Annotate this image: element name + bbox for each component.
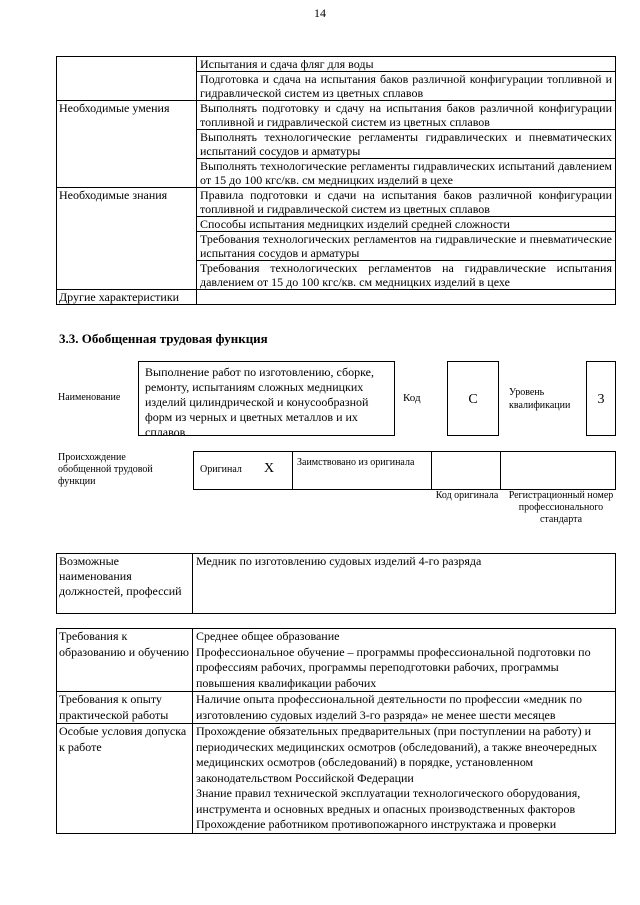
- cell-line: Знание правил технической эксплуатации технологического оборудования, инструмента и основных вредных и опасных производственных факторов: [196, 786, 581, 816]
- table-cell: Выполнять подготовку и сдачу на испытания баков различной конфигурации топливной и гидравлической систем из цветных сплавов: [197, 101, 616, 130]
- cell-line: Среднее общее образование: [196, 629, 340, 643]
- row-label: Требования к образованию и обучению: [57, 629, 193, 692]
- table-cell: [193, 629, 616, 692]
- function-name-box: Выполнение работ по изготовлению, сборке, ремонту, испытаниям сложных медницких изделий цилиндрической и конусообразной форм из черных и цветных металлов и их сплавов: [138, 361, 395, 436]
- code-original-caption: Код оригинала: [435, 490, 499, 501]
- original-mark: X: [264, 461, 275, 476]
- level-box: 3: [586, 361, 616, 436]
- row-label: [57, 57, 197, 101]
- table-cell: Правила подготовки и сдачи на испытания баков различной конфигурации топливной и гидравлической систем из цветных сплавов: [197, 188, 616, 217]
- page-number: 14: [314, 6, 326, 20]
- positions-table: [56, 553, 616, 614]
- cell-line: Наличие опыта профессиональной деятельности по профессии «медник по изготовлению судовых изделий 3-го разряда» не менее шести месяцев: [196, 692, 582, 722]
- skills-knowledge-table: [56, 56, 616, 305]
- code-box: C: [447, 361, 499, 436]
- table-cell: Требования технологических регламентов на гидравлические и пневматические испытания сосудов и арматуры: [197, 232, 616, 261]
- cell-line: Прохождение обязательных предварительных (при поступлении на работу) и периодических медицинских осмотров (обследований), а также внеочередных медицинских осмотров (обследований) в порядке, установленном законодательством Российской Федерации: [196, 724, 598, 785]
- table-cell: Требования технологических регламентов на гидравлические испытания давлением от 15 до 100 кгс/кв. см медницких изделий в цехе: [197, 261, 616, 290]
- original-label: Оригинал: [200, 464, 242, 475]
- row-label: Требования к опыту практической работы: [57, 692, 193, 724]
- cell-line: Профессиональное обучение – программы профессиональной подготовки по профессиям рабочих, программы переподготовки рабочих, программы повышения квалификации рабочих: [196, 644, 591, 690]
- table-row: [57, 101, 616, 130]
- table-cell: [193, 724, 616, 834]
- origin-label: Происхождение обобщенной трудовой функции: [58, 452, 153, 487]
- row-label: Другие характеристики: [57, 290, 197, 305]
- table-row: [57, 290, 616, 305]
- code-label: Код: [403, 392, 421, 404]
- table-cell: Медник по изготовлению судовых изделий 4-го разряда: [193, 554, 616, 614]
- name-label: Наименование: [58, 392, 121, 403]
- original-cell: [193, 451, 293, 490]
- table-cell: Способы испытания медницких изделий средней сложности: [197, 217, 616, 232]
- table-cell: [193, 692, 616, 724]
- reg-number-cell: [500, 451, 616, 490]
- table-row: [57, 57, 616, 72]
- reg-number-caption: Регистрационный номер профессионального стандарта: [508, 490, 614, 525]
- requirements-table: [56, 628, 616, 834]
- table-row: [57, 188, 616, 217]
- section-title: 3.3. Обобщенная трудовая функция: [59, 331, 268, 346]
- cell-line: Прохождение работником противопожарного инструктажа и проверки: [196, 817, 557, 831]
- origin-row: [193, 451, 616, 490]
- borrowed-cell: [292, 451, 432, 490]
- table-cell: Выполнять технологические регламенты гидравлических и пневматических испытаний сосудов и арматуры: [197, 130, 616, 159]
- row-label: Возможные наименования должностей, профессий: [57, 554, 193, 614]
- table-cell: Выполнять технологические регламенты гидравлических испытаний давлением от 15 до 100 кгс/кв. см медницких изделий в цехе: [197, 159, 616, 188]
- table-cell: Испытания и сдача фляг для воды: [197, 57, 616, 72]
- row-label: Особые условия допуска к работе: [57, 724, 193, 834]
- table-row: [57, 554, 616, 614]
- table-cell: Подготовка и сдача на испытания баков различной конфигурации топливной и гидравлической систем из цветных сплавов: [197, 72, 616, 101]
- borrowed-label: Заимствовано из оригинала: [297, 457, 415, 468]
- table-row: [57, 692, 616, 724]
- code-original-cell: [431, 451, 501, 490]
- level-label: Уровень квалификации: [509, 387, 571, 411]
- row-label: Необходимые умения: [57, 101, 197, 188]
- table-cell: [197, 290, 616, 305]
- row-label: Необходимые знания: [57, 188, 197, 290]
- table-row: [57, 724, 616, 834]
- table-row: [57, 629, 616, 692]
